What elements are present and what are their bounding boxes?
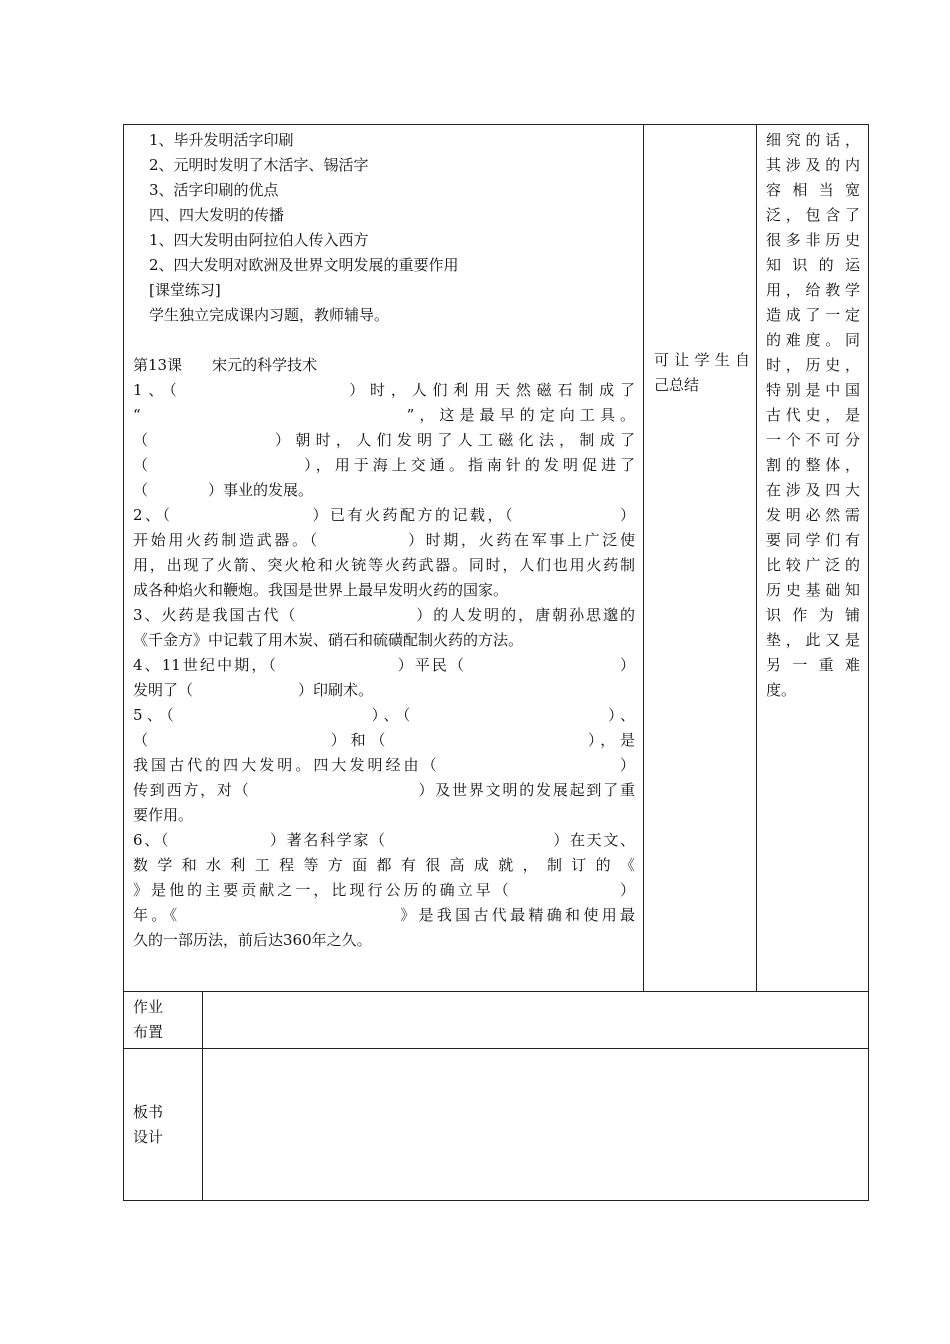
exercise-line: 要作用。 [133,806,194,824]
homework-label-cell [124,992,203,1049]
exercise-line: （ ）朝时，人们发明了人工磁化法，制成了 [133,431,636,449]
right-note-line: 历史基础知 [766,581,861,599]
right-note-line: 容相当宽 [766,181,861,199]
lesson-content-row [124,125,869,992]
lesson-line: 1、四大发明由阿拉伯人传入西方 [149,231,369,249]
exercise-line: 4、11世纪中期，（ ）平民（ ） [133,656,636,674]
right-note-line: 的难度。同 [766,331,861,349]
exercise-line: 用，出现了火箭、突火枪和火铳等火药武器。同时，人们也用火药制 [133,556,636,574]
middle-note-line: 可让学生自 [654,351,751,369]
homework-label: 作业 [133,998,164,1016]
exercise-line: 6、（ ）著名科学家（ ）在天文、 [133,831,636,849]
board-design-content-cell [203,1049,869,1201]
right-note-line: 要同学们有 [766,531,861,549]
right-note-line: 发明必然需 [766,506,861,524]
exercise-line: 5、（ ）、（ ）、 [133,706,636,724]
board-design-label-cell [124,1049,203,1201]
right-note-line: 其涉及的内 [766,156,861,174]
exercise-line: （ ）和（ ），是 [133,731,636,749]
exercise-line: 久的一部历法，前后达360年之久。 [133,931,372,949]
right-note-line: 另一重难 [766,656,861,674]
board-design-label: 板书 [133,1103,164,1121]
exercise-line: “ ”，这是最早的定向工具。 [133,406,636,424]
board-design-label: 设计 [133,1128,164,1146]
lesson-line: 3、活字印刷的优点 [149,181,279,199]
lesson-line: 四、四大发明的传播 [149,206,285,224]
right-note-line: 时，历史， [766,356,861,374]
right-note-line: 识作为铺 [766,606,861,624]
homework-label: 布置 [133,1023,164,1041]
homework-content-cell [203,992,869,1049]
exercise-line: 》是他的主要贡献之一，比现行公历的确立早（ ） [133,881,636,899]
exercise-line: 3、火药是我国古代（ ）的人发明的，唐朝孙思邈的 [133,606,636,624]
exercise-line: 开始用火药制造武器。（ ）时期，火药在军事上广泛使 [133,531,636,549]
exercise-title: 第13课 宋元的科学技术 [133,356,318,374]
homework-row [124,992,869,1049]
lesson-line: 学生独立完成课内习题，教师辅导。 [149,306,390,324]
board-design-row [124,1049,869,1201]
right-note-line: 细究的话， [766,131,861,149]
right-note-cell [757,125,869,992]
right-note-line: 度。 [766,681,797,699]
exercise-line: 发明了（ ）印刷术。 [133,681,374,699]
exercise-line: 《千金方》中记载了用木炭、硝石和硫磺配制火药的方法。 [133,631,524,649]
lesson-line: 2、元明时发明了木活字、锡活字 [149,156,369,174]
right-note-line: 垫，此又是 [766,631,861,649]
right-note-line: 知识的运 [766,256,861,274]
lesson-plan-table [123,124,869,1201]
exercise-line: 数学和水利工程等方面都有很高成就，制订的《 [133,856,636,874]
middle-note-line: 己总结 [654,376,700,394]
lesson-line: 1、毕升发明活字印刷 [149,131,294,149]
exercise-line: （ ）事业的发展。 [133,481,314,499]
exercise-line: 年。《 》是我国古代最精确和使用最 [133,906,636,924]
lesson-content-cell [124,125,644,992]
right-note-line: 特别是中国 [766,381,861,399]
right-note-line: 很多非历史 [766,231,861,249]
right-note-line: 造成了一定 [766,306,861,324]
right-note-line: 在涉及四大 [766,481,861,499]
middle-note-cell [644,125,757,992]
exercise-line: 2、（ ）已有火药配方的记载，（ ） [133,506,636,524]
right-note-line: 一个不可分 [766,431,861,449]
exercise-line: 成各种焰火和鞭炮。我国是世界上最早发明火药的国家。 [133,581,509,599]
right-note-line: 用，给教学 [766,281,861,299]
lesson-line: [课堂练习] [149,281,221,299]
exercise-line: 1、（ ）时，人们利用天然磁石制成了 [133,381,636,399]
right-note-line: 割的整体， [766,456,861,474]
exercise-line: 传到西方，对（ ）及世界文明的发展起到了重 [133,781,636,799]
right-note-line: 泛，包含了 [766,206,861,224]
right-note-line: 比较广泛的 [766,556,861,574]
right-note-line: 古代史，是 [766,406,861,424]
lesson-line: 2、四大发明对欧洲及世界文明发展的重要作用 [149,256,459,274]
exercise-line: （ ），用于海上交通。指南针的发明促进了 [133,456,636,474]
exercise-line: 我国古代的四大发明。四大发明经由（ ） [133,756,636,774]
